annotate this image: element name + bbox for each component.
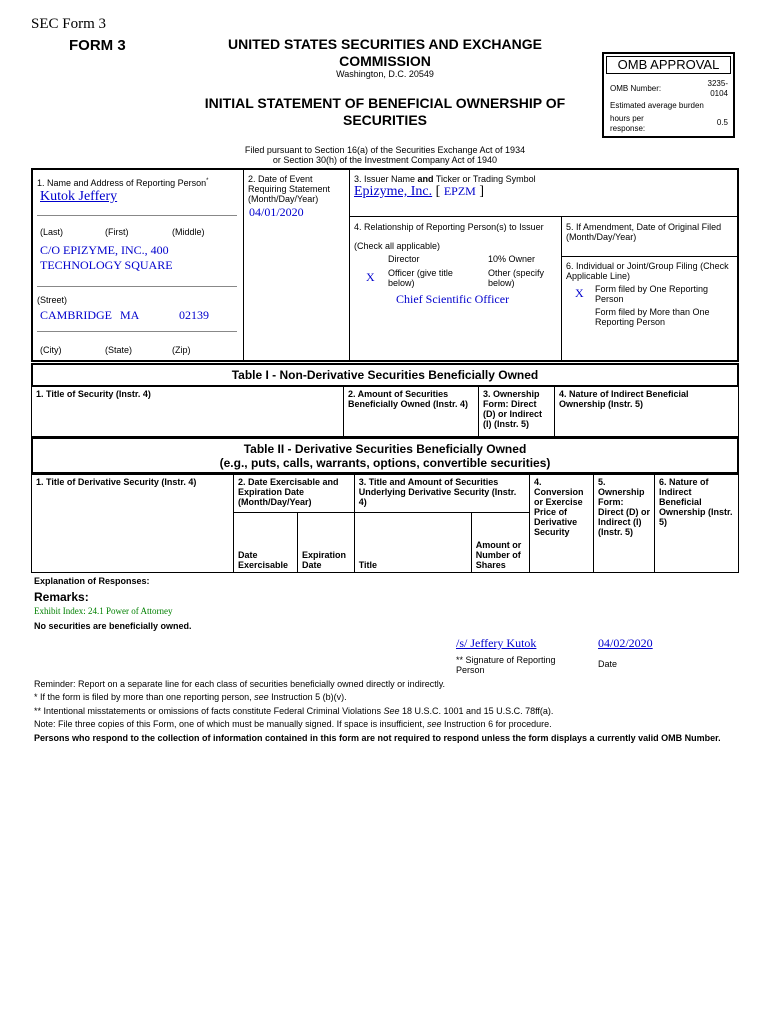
table1-col1: 1. Title of Security (Instr. 4) [32,387,344,437]
table1-col3: 3. Ownership Form: Direct (D) or Indirect (I) (Instr. 5) [479,387,555,437]
box5-label: 5. If Amendment, Date of Original Filed (Month/Day/Year) [566,222,722,242]
table2-title1: Table II - Derivative Securities Beneficially Owned [243,442,527,456]
one-person-label: Form filed by One Reporting Person [595,284,709,304]
last-label: (Last) [40,227,64,237]
officer-label: Officer (give title below) [388,268,453,288]
address-line1: C/O EPIZYME, INC., 400 [40,243,169,257]
address-line2: TECHNOLOGY SQUARE [40,258,173,272]
exhibit-index: Exhibit Index: 24.1 Power of Attorney [34,606,173,616]
agency-city: Washington, D.C. 20549 [336,69,434,79]
filed-pursuant-line2: or Section 30(h) of the Investment Company Act of 1940 [272,155,498,165]
omb-number-label: OMB Number: [610,84,662,93]
box3-label [354,174,536,184]
note3-see: see [427,719,442,729]
signature-label: ** Signature of Reporting Person [456,655,556,675]
box3-label-and: and [417,174,434,184]
city-value: CAMBRIDGE [40,308,113,322]
note2-post: 18 U.S.C. 1001 and 15 U.S.C. 78ff(a). [399,706,554,716]
note1-post: Instruction 5 (b)(v). [268,692,347,702]
event-date: 04/01/2020 [249,205,304,219]
city-label: (City) [40,345,62,355]
filed-pursuant [150,145,620,165]
table1-title: Table I - Non-Derivative Securities Beneficially Owned [231,368,539,382]
omb-number-value: 3235- 0104 [707,79,728,98]
omb-header: OMB APPROVAL [606,56,731,74]
note-copies [34,719,552,729]
agency-name [150,36,620,70]
table2-col1: 1. Title of Derivative Security (Instr. 4) [32,475,234,573]
table2-title [31,442,739,470]
agency-line1: UNITED STATES SECURITIES AND EXCHANGE [228,36,542,52]
omb-hours-label: hours per response: [610,114,646,133]
note3-pre: Note: File three copies of this Form, one of which must be manually signed. If space is insufficient, [34,719,428,729]
table2-title2: (e.g., puts, calls, warrants, options, convertible securities) [219,456,551,470]
reporting-person-name[interactable]: Kutok Jeffery [40,189,118,204]
omb-persons-notice: Persons who respond to the collection of information contained in this form are not required to respond unless the form displays a currently valid OMB Number. [34,733,721,743]
box6-label: 6. Individual or Joint/Group Filing (Check Applicable Line) [566,261,729,281]
table2-col6: 6. Nature of Indirect Beneficial Ownership (Instr. 5) [655,475,739,573]
title-line2: SECURITIES [342,112,427,128]
table2-expiration-date: Expiration Date [298,513,355,573]
form-label: FORM 3 [69,37,126,54]
ticker-open: [ [435,184,441,199]
issuer-name[interactable]: Epizyme, Inc. [354,184,433,199]
omb-hours-value: 0.5 [716,118,728,127]
ten-pct-label: 10% Owner [488,254,536,264]
note3-post: Instruction 6 for procedure. [441,719,552,729]
one-person-checkmark[interactable]: X [575,286,584,300]
street-label: (Street) [37,295,68,305]
issuer-line [354,184,484,200]
box4-label: 4. Relationship of Reporting Person(s) to Issuer [354,222,544,232]
director-label: Director [388,254,420,264]
ticker-symbol: EPZM [443,184,476,198]
ticker-close: ] [479,184,484,199]
table2-sub-amount: Amount or Number of Shares [471,513,529,573]
table1 [31,386,739,437]
table2-col4: 4. Conversion or Exercise Price of Derivative Security [530,475,594,573]
filed-pursuant-line1: Filed pursuant to Section 16(a) of the Securities Exchange Act of 1934 [244,145,526,155]
box1-label [37,176,208,188]
note-multiple-persons [34,692,347,702]
note2-pre: ** Intentional misstatements or omissions of facts constitute Federal Criminal Violations [34,706,384,716]
box3-label-post: Ticker or Trading Symbol [433,174,536,184]
zip-label: (Zip) [172,345,191,355]
box4-check: (Check all applicable) [354,241,441,251]
middle-label: (Middle) [172,227,205,237]
zip-value: 02139 [179,308,209,322]
table2-sub-title: Title [354,513,471,573]
note1-pre: * If the form is filed by more than one reporting person, [34,692,255,702]
box1-label-text: 1. Name and Address of Reporting Person [37,178,207,188]
table2 [31,474,739,573]
box3-label-pre: 3. Issuer Name [354,174,418,184]
table1-col2: 2. Amount of Securities Beneficially Owned (Instr. 4) [344,387,479,437]
omb-box [602,52,735,138]
state-value: MA [120,308,140,322]
form-title [150,95,620,129]
other-label: Other (specify below) [488,268,545,288]
first-label: (First) [105,227,129,237]
agency-line2: COMMISSION [339,53,431,69]
signature-name: /s/ Jeffery Kutok [456,636,537,650]
omb-burden-label: Estimated average burden [610,101,704,110]
table2-col5: 5. Ownership Form: Direct (D) or Indirect (I) (Instr. 5) [594,475,655,573]
box1-label-sup: * [206,178,209,184]
box2-label: 2. Date of Event Requiring Statement (Month/Day/Year) [248,174,331,204]
table2-date-exercisable: Date Exercisable [234,513,298,573]
no-securities-note: No securities are beneficially owned. [34,621,192,631]
reminder-note: Reminder: Report on a separate line for each class of securities beneficially owned directly or indirectly. [34,679,446,689]
doc-label: SEC Form 3 [31,16,107,32]
note1-see: see [254,692,269,702]
explanation-label: Explanation of Responses: [34,576,150,586]
officer-checkmark[interactable]: X [366,270,375,284]
signature-date: 04/02/2020 [598,636,653,650]
note2-see: See [383,706,400,716]
table2-col3: 3. Title and Amount of Securities Underlying Derivative Security (Instr. 4) [354,475,529,513]
more-person-label: Form filed by More than One Reporting Person [595,307,710,327]
remarks-label: Remarks: [34,590,89,604]
date-label: Date [598,659,618,669]
title-line1: INITIAL STATEMENT OF BENEFICIAL OWNERSHIP OF [204,95,566,111]
state-label: (State) [105,345,133,355]
table2-col2: 2. Date Exercisable and Expiration Date (Month/Day/Year) [234,475,355,513]
note-misstatements [34,706,553,716]
officer-title: Chief Scientific Officer [396,292,510,306]
reporting-address [40,243,173,273]
table1-col4: 4. Nature of Indirect Beneficial Ownership (Instr. 5) [555,387,739,437]
